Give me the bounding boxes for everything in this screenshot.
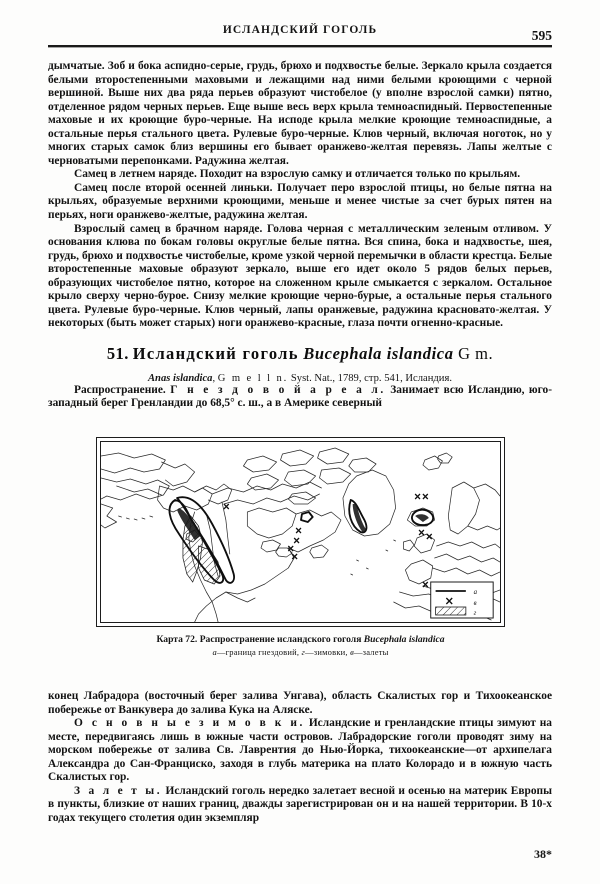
- legend-symbol-g: г: [301, 647, 306, 657]
- distribution-subheading: Г н е з д о в о й а р е а л.: [170, 383, 386, 396]
- species-latin-name: Bucephala islandica: [303, 343, 454, 363]
- map-canvas: [100, 441, 501, 623]
- legend-label-a: граница гнездовий: [225, 647, 297, 657]
- svg-text:в: в: [473, 599, 477, 608]
- species-russian-name: Исландский гоголь: [132, 343, 299, 363]
- figure-number: Карта 72.: [156, 634, 198, 645]
- distribution-text: Занимает всю Исландию, юго-западный берег Гренландии до 68,5° с. ш., а в Америке северный: [48, 383, 553, 410]
- vagrancy-lead: З а л е т ы.: [74, 784, 163, 797]
- synonymy-reference: Syst. Nat., 1789, стр. 541, Исландия.: [290, 372, 452, 384]
- paragraph-distribution: [48, 384, 552, 411]
- wintering-text: Исландские и гренландские птицы зимуют на месте, передвигаясь лишь в южные части островов. Лабрадорские гоголи проводят зиму на морском побережье от залива Св. Лаврентия до Нью-Йорка, тихоокеанские—от архипелага Александра до Сан-Франциско, заходя в глубь материка на плато Колорадо и в южную часть Скалистых гор.: [48, 717, 552, 784]
- legend-label-g: зимовки: [313, 647, 346, 657]
- paragraph-distribution-continued: конец Лабрадора (восточный берег залива Унгава), область Скалистых гор и Тихоокеанское побережье от Ванкувера до залива Кука на Аляске.: [48, 690, 552, 716]
- svg-text:а: а: [473, 588, 478, 597]
- species-number: 51.: [106, 343, 129, 363]
- tail-text-column: [48, 690, 552, 825]
- paragraph-vagrancy: [48, 785, 552, 826]
- paragraph-male-second-molt: [48, 182, 552, 223]
- paragraph-male-summer: [48, 168, 552, 182]
- figure-map-72: [96, 437, 505, 658]
- legend-symbol-a: а: [212, 647, 217, 657]
- figure-legend-line: а—граница гнездовий, г—зимовки, в—залеты: [212, 647, 389, 657]
- stage-lead-male-breeding: Взрослый самец в брачном наряде.: [74, 222, 263, 235]
- species-authority: G m.: [458, 343, 494, 363]
- stage-text-male-breeding: Голова черная с металлическим зеленым отливом. У основания клюва по бокам головы округлые белые пятна. Вся спина, бока и надхвостье, шея, грудь, брюхо и подхвостье чистобелые, кроме узкой черной перемычки в области крестца. Белые второстепенные маховые образуют зеркало, выше его идет около 5 рядов белых перьев, образующих чистобелое пятно, которое на сложенном крыле смыкается с зеркалом. Остальное крыло сверху черно-бурое. Снизу мелкие кроющие черно-бурые, а остальные перья стального цвета. Рулевые буро-черные. Клюв черный, лапы оранжевые, радужина красновато-желтая. У некоторых (быть может старых) ноги оранжево-красные, глаза почти огненно-красные.: [48, 222, 552, 330]
- synonymy-line: [48, 373, 552, 384]
- paragraph-male-breeding: [48, 223, 552, 331]
- page-header: [48, 24, 552, 47]
- wintering-lead: О с н о в н ы е з и м о в к и.: [74, 717, 305, 730]
- figure-caption: [96, 634, 505, 658]
- stage-text-male-summer: Походит на взрослую самку и отличается только по крыльям.: [196, 168, 521, 181]
- stage-lead-male-summer: Самец в летнем наряде.: [74, 168, 197, 181]
- stage-lead-male-second-molt: Самец после второй осенней линьки.: [74, 181, 273, 194]
- legend-symbol-v: в: [350, 647, 354, 657]
- species-heading: [48, 344, 552, 364]
- distribution-heading: Распространение.: [74, 383, 166, 396]
- paragraph-wintering: [48, 717, 552, 785]
- main-text-column: [48, 60, 552, 411]
- header-rule: [48, 45, 552, 47]
- running-title: ИСЛАНДСКИЙ ГОГОЛЬ: [222, 24, 378, 36]
- legend-label-v: залеты: [362, 647, 389, 657]
- page-number: 595: [531, 28, 552, 43]
- svg-text:г: г: [473, 609, 477, 618]
- distribution-map-graphic: [101, 442, 500, 622]
- synonymy-basionym: Anas islandica: [147, 372, 213, 384]
- map-legend-box: [431, 582, 493, 618]
- stage-text-male-second-molt: Получает перо взрослой птицы, но белые пятна на крыльях, образуемые верхними кроющими, меньше и менее чистые за счет бурых пятен на перьях, ноги оранжево-желтые, радужина желтая.: [48, 181, 552, 222]
- synonymy-comma: ,: [212, 372, 218, 384]
- figure-caption-latin: Bucephala islandica: [363, 634, 445, 645]
- figure-caption-main: [96, 634, 505, 646]
- map-frame: [96, 437, 505, 627]
- paragraph-plumage-female: дымчатые. Зоб и бока аспидно-серые, грудь, брюхо и подхвостье белые. Зеркало крыла создается белыми второстепенными маховыми и лежащими над ними белыми кроющими с черной вершиной. Выше них два ряда перьев образуют чистобелое (у вполне взрослой самки) пятно, отделенное рядом черных перьев. Еще выше весь верх крыла темноаспидный. Первостепенные маховые и их кроющие буро-черные. На исподе крыла мелкие кроющие темноаспидные, а остальные перья стального цвета. Рулевые буро-черные. Клюв черный, включая ноготок, но у многих старых самок близ вершины его бывает оранжево-желтая перевязь. Лапы желтые с черноватыми перепонками. Радужина желтая.: [48, 60, 552, 167]
- figure-caption-text: Распространение исландского гоголя: [197, 634, 364, 645]
- vagrancy-text: Исландский гоголь нередко залетает весной и осенью на материк Европы в пункты, близкие от наших границ, дважды зарегистрирован он и на нашей территории. В 10-х годах текущего столетия один экземпляр: [48, 784, 552, 824]
- running-head: [48, 24, 552, 42]
- signature-mark: 38*: [534, 847, 552, 861]
- synonymy-author: G m e l l n.: [217, 372, 289, 384]
